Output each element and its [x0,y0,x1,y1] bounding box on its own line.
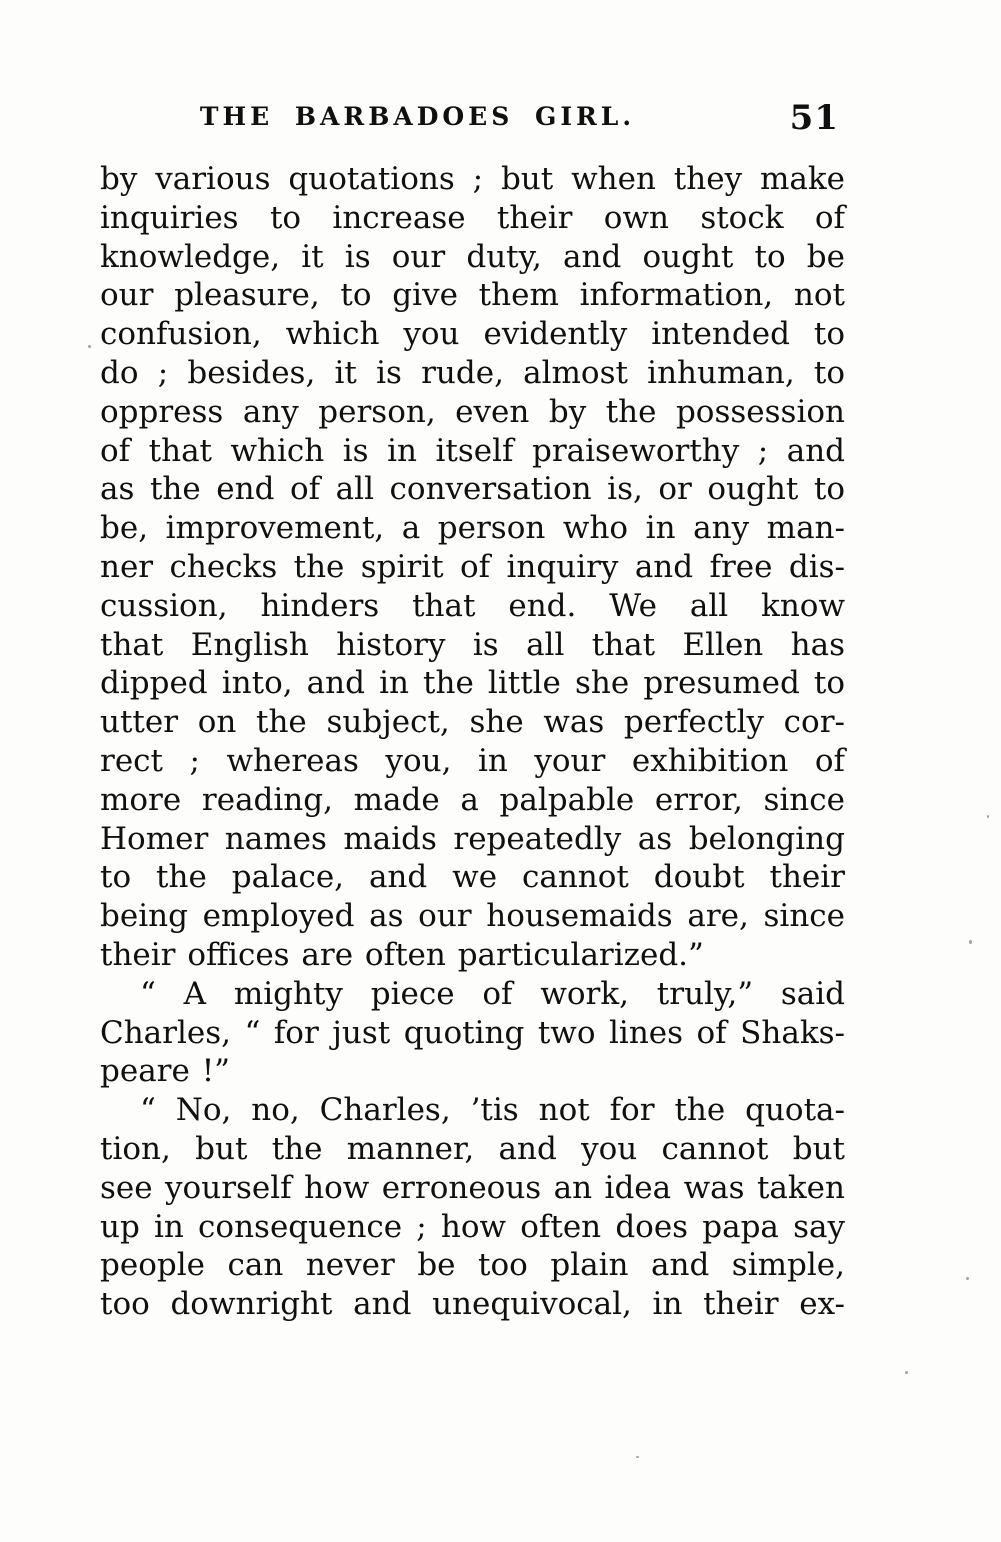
text-line: up in consequence ; how often does papa say [100,1208,845,1245]
text-line: rect ; whereas you, in your exhibition of [100,742,845,779]
text-line: our pleasure, to give them information, not [100,277,845,314]
text-line: “ No, no, Charles, ’tis not for the quota- [140,1092,845,1129]
running-head-title: THE BARBADOES GIRL. [199,102,636,131]
text-line: “ A mighty piece of work, truly,” said [140,975,845,1012]
text-line: peare !” [100,1053,230,1090]
text-line: dipped into, and in the little she presumed to [100,665,845,702]
text-line: being employed as our housemaids are, since [100,898,845,935]
text-line: utter on the subject, she was perfectly cor- [100,704,845,741]
text-line: that English history is all that Ellen has [100,626,845,663]
text-line: more reading, made a palpable error, since [100,781,845,818]
scan-speck [987,815,989,818]
text-line: their offices are often particularized.” [100,936,704,973]
text-line: oppress any person, even by the possession [100,393,845,430]
text-line: cussion, hinders that end. We all know [100,587,845,624]
page-text [100,160,845,1324]
text-line: tion, but the manner, and you cannot but [100,1130,845,1167]
text-line: be, improvement, a person who in any man- [100,510,845,547]
text-line: to the palace, and we cannot doubt their [100,859,845,896]
text-line: knowledge, it is our duty, and ought to be [100,238,845,275]
text-line: confusion, which you evidently intended to [100,316,845,353]
scan-speck [966,1277,969,1280]
text-line: ner checks the spirit of inquiry and free dis- [100,548,845,585]
running-head [100,98,845,138]
scan-speck [969,940,972,944]
scan-speck [636,1456,639,1458]
text-line: too downright and unequivocal, in their ex- [100,1286,845,1323]
text-line: as the end of all conversation is, or ought to [100,471,845,508]
scan-speck [905,1371,908,1374]
text-line: of that which is in itself praiseworthy ; and [100,432,845,469]
page-number: 51 [789,98,839,138]
text-line: people can never be too plain and simple, [100,1247,845,1284]
text-line: Charles, “ for just quoting two lines of Shaks- [100,1014,845,1051]
text-line: inquiries to increase their own stock of [100,199,845,236]
text-line: by various quotations ; but when they make [100,161,845,197]
text-line: see yourself how erroneous an idea was taken [100,1169,845,1206]
text-line: do ; besides, it is rude, almost inhuman, to [100,354,845,391]
scan-speck [88,345,91,348]
text-line: Homer names maids repeatedly as belonging [100,820,845,857]
